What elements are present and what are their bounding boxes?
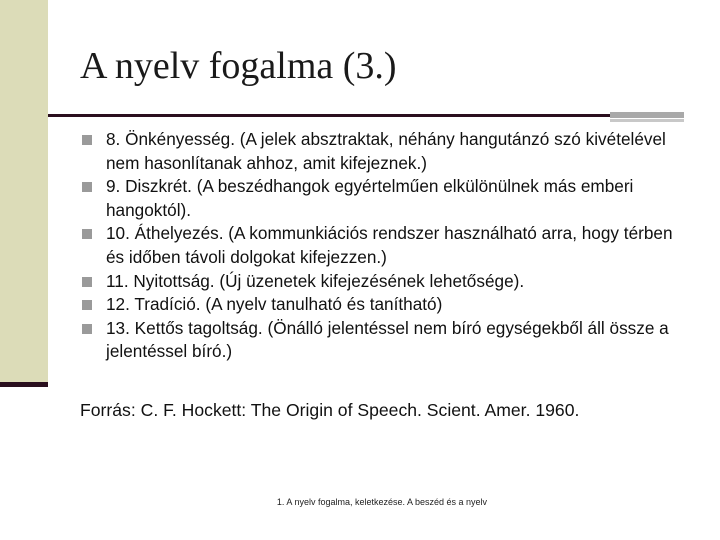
- bullet-item: [82, 317, 682, 364]
- square-bullet-icon: [82, 135, 92, 145]
- bullet-text: 8. Önkényesség. (A jelek absztraktak, néhány hangutánzó szó kivételével nem hasonlítanak ahhoz, amit kifejeznek.): [106, 129, 666, 173]
- bullet-item: [82, 293, 682, 317]
- bullet-text: 13. Kettős tagoltság. (Önálló jelentéssel nem bíró egységekből áll össze a jelentéssel bíró.): [106, 317, 669, 362]
- square-bullet-icon: [82, 300, 92, 310]
- square-bullet-icon: [82, 229, 92, 239]
- title-divider: [48, 114, 660, 117]
- slide-footer: 1. A nyelv fogalma, keletkezése. A beszéd és a nyelv: [276, 497, 488, 507]
- bullet-item: [82, 175, 682, 222]
- square-bullet-icon: [82, 182, 92, 192]
- bullet-text: 9. Diszkrét. (A beszédhangok egyértelműen elkülönülnek más emberi hangoktól).: [106, 176, 634, 220]
- bullet-item: [82, 128, 682, 175]
- bullet-text: 10. Áthelyezés. (A kommunkiációs rendszer használható arra, hogy térben és időben távoli dolgokat kifejezzen.): [106, 223, 673, 267]
- side-band-divider: [0, 382, 48, 387]
- bullet-text: 11. Nyitottság. (Új üzenetek kifejezésének lehetősége).: [106, 270, 525, 291]
- square-bullet-icon: [82, 277, 92, 287]
- square-bullet-icon: [82, 324, 92, 334]
- side-band: [0, 0, 48, 385]
- title-divider-accent-shadow: [610, 119, 684, 122]
- bullet-list: [82, 128, 682, 364]
- title-divider-accent: [610, 112, 684, 118]
- bullet-text: 12. Tradíció. (A nyelv tanulható és tanítható): [106, 294, 443, 315]
- bullet-item: [82, 270, 682, 294]
- source-citation: Forrás: C. F. Hockett: The Origin of Speech. Scient. Amer. 1960.: [80, 400, 580, 420]
- bullet-item: [82, 222, 682, 269]
- slide-title: A nyelv fogalma (3.): [80, 45, 397, 87]
